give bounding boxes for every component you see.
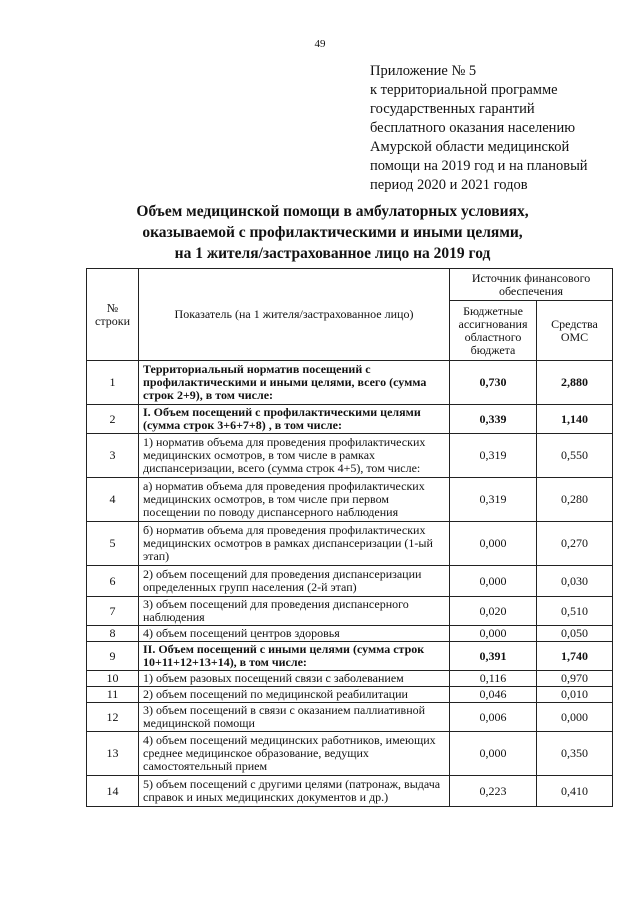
budget-value: 0,223 bbox=[450, 776, 537, 807]
row-number: 6 bbox=[87, 566, 139, 597]
row-number: 13 bbox=[87, 732, 139, 776]
table-row bbox=[87, 703, 613, 732]
table-row bbox=[87, 626, 613, 642]
oms-value: 2,880 bbox=[537, 361, 613, 405]
indicator-text: б) норматив объема для проведения профилактических медицинских осмотров в рамках диспансеризации (1-ый этап) bbox=[139, 522, 450, 566]
row-number: 9 bbox=[87, 642, 139, 671]
indicator-text: 3) объем посещений для проведения диспансерного наблюдения bbox=[139, 597, 450, 626]
indicator-text: 4) объем посещений медицинских работников, имеющих среднее медицинское образование, ведущих самостоятельный прием bbox=[139, 732, 450, 776]
oms-value: 0,970 bbox=[537, 671, 613, 687]
budget-value: 0,319 bbox=[450, 478, 537, 522]
indicator-text: 1) норматив объема для проведения профилактических медицинских осмотров, в том числе в рамках диспансеризации, всего (сумма строк 4+5), том числе: bbox=[139, 434, 450, 478]
table-row bbox=[87, 776, 613, 807]
row-number: 1 bbox=[87, 361, 139, 405]
row-number: 11 bbox=[87, 687, 139, 703]
row-number: 8 bbox=[87, 626, 139, 642]
appendix-line: Амурской области медицинской bbox=[370, 139, 570, 155]
table-row bbox=[87, 478, 613, 522]
budget-value: 0,020 bbox=[450, 597, 537, 626]
header-indicator: Показатель (на 1 жителя/застрахованное лицо) bbox=[139, 269, 450, 361]
appendix-line: Приложение № 5 bbox=[370, 63, 477, 79]
budget-value: 0,006 bbox=[450, 703, 537, 732]
table-body bbox=[87, 361, 613, 807]
budget-value: 0,000 bbox=[450, 732, 537, 776]
indicator-text: II. Объем посещений с иными целями (сумма строк 10+11+12+13+14), в том числе: bbox=[139, 642, 450, 671]
header-row-number: № строки bbox=[87, 269, 139, 361]
table-row bbox=[87, 642, 613, 671]
row-number: 14 bbox=[87, 776, 139, 807]
indicator-text: а) норматив объема для проведения профилактических медицинских осмотров, в том числе при первом посещении по поводу диспансерного наблюдения bbox=[139, 478, 450, 522]
indicator-text: 4) объем посещений центров здоровья bbox=[139, 626, 450, 642]
indicator-text: 1) объем разовых посещений связи с заболеванием bbox=[139, 671, 450, 687]
appendix-line: помощи на 2019 год и на плановый bbox=[370, 158, 588, 174]
table-row bbox=[87, 687, 613, 703]
header-oms: Средства ОМС bbox=[537, 301, 613, 361]
indicator-text: 2) объем посещений по медицинской реабилитации bbox=[139, 687, 450, 703]
indicator-text: 2) объем посещений для проведения диспансеризации определенных групп населения (2-й этап) bbox=[139, 566, 450, 597]
budget-value: 0,730 bbox=[450, 361, 537, 405]
budget-value: 0,339 bbox=[450, 405, 537, 434]
appendix-line: к территориальной программе bbox=[370, 82, 558, 98]
budget-value: 0,046 bbox=[450, 687, 537, 703]
table-row bbox=[87, 405, 613, 434]
document-title bbox=[60, 201, 605, 264]
appendix-note bbox=[370, 62, 630, 195]
appendix-line: государственных гарантий bbox=[370, 101, 535, 117]
header-funding-source: Источник финансового обеспечения bbox=[450, 269, 613, 301]
table-row bbox=[87, 732, 613, 776]
table-row bbox=[87, 597, 613, 626]
indicator-text: I. Объем посещений с профилактическими целями (сумма строк 3+6+7+8) , в том числе: bbox=[139, 405, 450, 434]
appendix-line: период 2020 и 2021 годов bbox=[370, 177, 528, 193]
row-number: 10 bbox=[87, 671, 139, 687]
budget-value: 0,000 bbox=[450, 626, 537, 642]
budget-value: 0,391 bbox=[450, 642, 537, 671]
indicator-text: Территориальный норматив посещений с профилактическими и иными целями, всего (сумма строк 2+9), в том числе: bbox=[139, 361, 450, 405]
row-number: 2 bbox=[87, 405, 139, 434]
page-number: 49 bbox=[314, 38, 326, 50]
indicator-text: 3) объем посещений в связи с оказанием паллиативной медицинской помощи bbox=[139, 703, 450, 732]
oms-value: 0,000 bbox=[537, 703, 613, 732]
volume-table bbox=[86, 268, 613, 807]
oms-value: 0,030 bbox=[537, 566, 613, 597]
oms-value: 0,550 bbox=[537, 434, 613, 478]
table-row bbox=[87, 522, 613, 566]
oms-value: 0,350 bbox=[537, 732, 613, 776]
oms-value: 0,050 bbox=[537, 626, 613, 642]
oms-value: 0,410 bbox=[537, 776, 613, 807]
oms-value: 0,510 bbox=[537, 597, 613, 626]
table-row bbox=[87, 671, 613, 687]
title-line: оказываемой с профилактическими и иными целями, bbox=[142, 224, 523, 241]
row-number: 5 bbox=[87, 522, 139, 566]
indicator-text: 5) объем посещений с другими целями (патронаж, выдача справок и иных медицинских документов и др.) bbox=[139, 776, 450, 807]
budget-value: 0,319 bbox=[450, 434, 537, 478]
row-number: 7 bbox=[87, 597, 139, 626]
oms-value: 0,010 bbox=[537, 687, 613, 703]
budget-value: 0,116 bbox=[450, 671, 537, 687]
row-number: 4 bbox=[87, 478, 139, 522]
table-row bbox=[87, 566, 613, 597]
oms-value: 1,740 bbox=[537, 642, 613, 671]
row-number: 12 bbox=[87, 703, 139, 732]
row-number: 3 bbox=[87, 434, 139, 478]
oms-value: 0,270 bbox=[537, 522, 613, 566]
table-row bbox=[87, 361, 613, 405]
budget-value: 0,000 bbox=[450, 566, 537, 597]
oms-value: 1,140 bbox=[537, 405, 613, 434]
header-budget: Бюджетные ассигнования областного бюджета bbox=[450, 301, 537, 361]
appendix-line: бесплатного оказания населению bbox=[370, 120, 576, 136]
oms-value: 0,280 bbox=[537, 478, 613, 522]
table-row bbox=[87, 434, 613, 478]
title-line: Объем медицинской помощи в амбулаторных условиях, bbox=[136, 203, 529, 220]
title-line: на 1 жителя/застрахованное лицо на 2019 год bbox=[174, 245, 491, 262]
budget-value: 0,000 bbox=[450, 522, 537, 566]
